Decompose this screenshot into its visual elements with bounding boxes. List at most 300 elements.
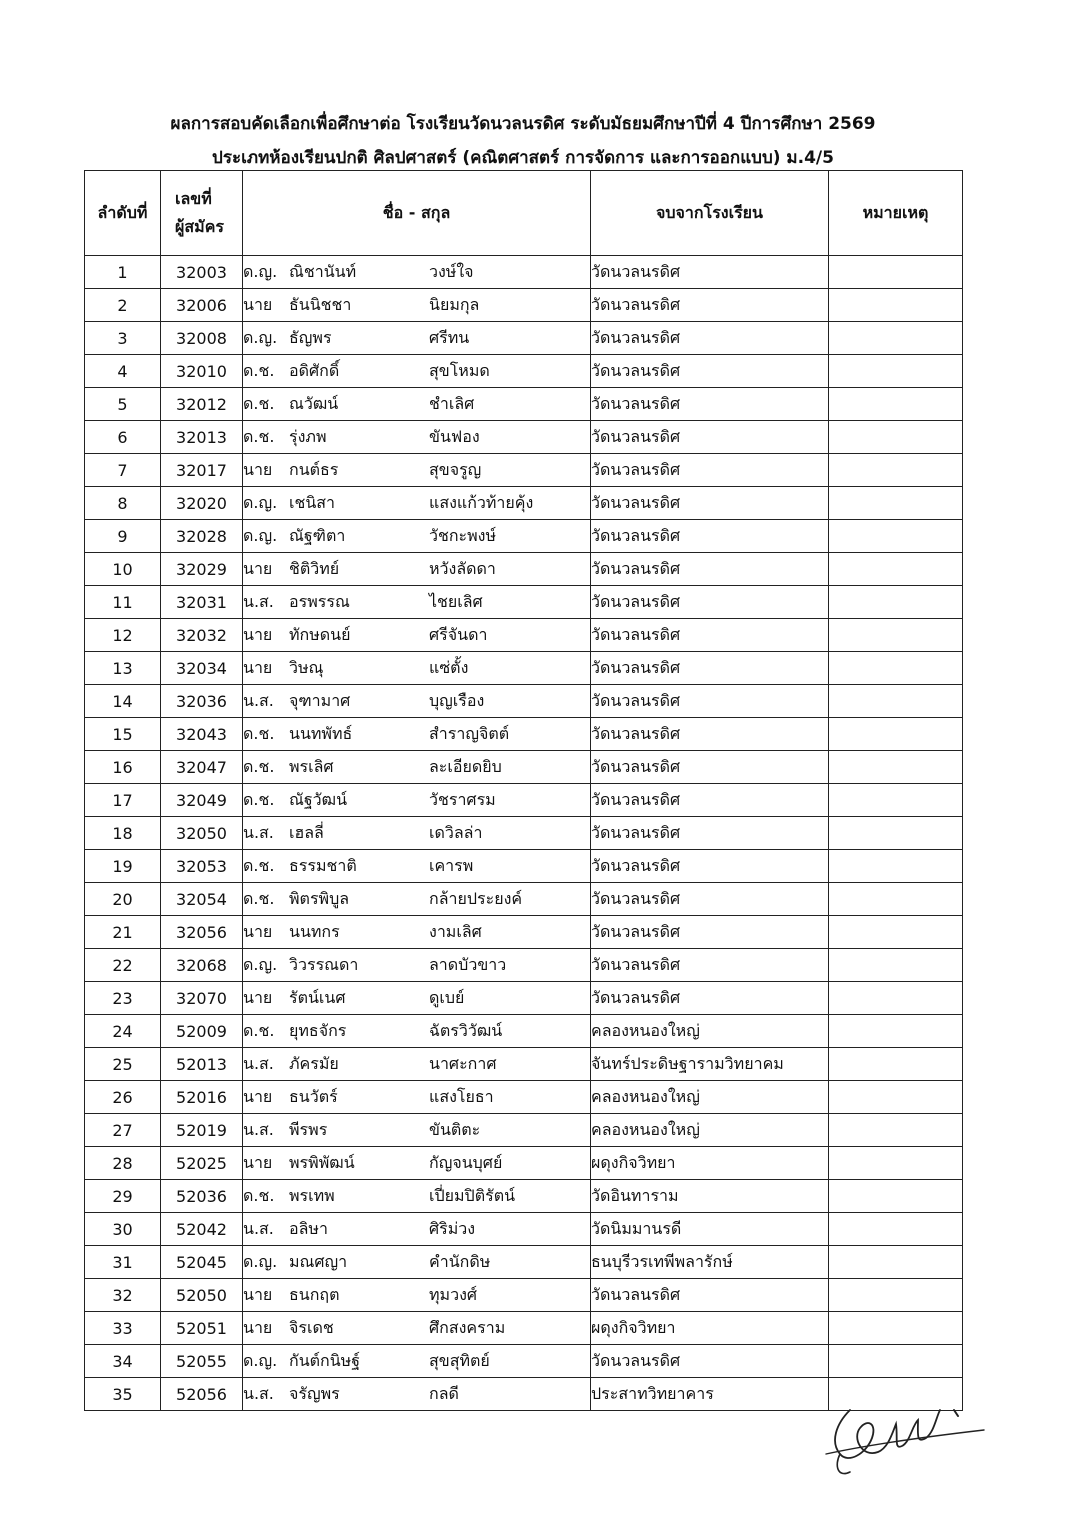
student-name — [243, 289, 591, 322]
previous-school: ผดุงกิจวิทยา — [591, 1312, 829, 1345]
first-name: วิวรรณดา — [289, 954, 359, 974]
table-row — [85, 982, 963, 1015]
student-name — [243, 256, 591, 289]
remark — [829, 1015, 963, 1048]
row-number: 35 — [85, 1378, 161, 1411]
first-name: กนต์ธร — [289, 459, 339, 479]
name-prefix: นาย — [243, 1086, 273, 1106]
remark — [829, 883, 963, 916]
applicant-number: 52009 — [161, 1015, 243, 1048]
table-row — [85, 619, 963, 652]
applicant-number: 32049 — [161, 784, 243, 817]
page-subtitle: ประเภทห้องเรียนปกติ ศิลปศาสตร์ (คณิตศาสตร์ การจัดการ และการออกแบบ) ม.4/5 — [212, 148, 834, 168]
signature-mark — [822, 1380, 992, 1490]
table-row — [85, 1279, 963, 1312]
table-row — [85, 421, 963, 454]
remark — [829, 652, 963, 685]
remark — [829, 289, 963, 322]
remark — [829, 388, 963, 421]
last-name: ละเอียดยิบ — [429, 756, 502, 776]
table-body — [85, 256, 963, 1411]
remark — [829, 586, 963, 619]
row-number: 6 — [85, 421, 161, 454]
applicant-number: 52036 — [161, 1180, 243, 1213]
row-number: 27 — [85, 1114, 161, 1147]
table-row — [85, 784, 963, 817]
first-name: ธรรมชาติ — [289, 855, 357, 875]
remark — [829, 1312, 963, 1345]
remark — [829, 916, 963, 949]
first-name: ทักษดนย์ — [289, 624, 351, 644]
row-number: 1 — [85, 256, 161, 289]
last-name: วงษ์ใจ — [429, 261, 474, 281]
row-number: 26 — [85, 1081, 161, 1114]
previous-school: วัดนวลนรดิศ — [591, 454, 829, 487]
previous-school: วัดอินทาราม — [591, 1180, 829, 1213]
table-header-row — [85, 171, 963, 256]
applicant-number: 32028 — [161, 520, 243, 553]
name-prefix: ด.ญ. — [243, 327, 278, 347]
row-number: 16 — [85, 751, 161, 784]
name-prefix: ด.ช. — [243, 789, 275, 809]
name-prefix: น.ส. — [243, 1053, 274, 1073]
name-prefix: นาย — [243, 921, 273, 941]
applicant-number: 32006 — [161, 289, 243, 322]
first-name: พิตรพิบูล — [289, 888, 350, 908]
header-applicant-line2: ผู้สมัคร — [175, 217, 224, 236]
last-name: ฉัตรวิวัฒน์ — [429, 1020, 503, 1040]
student-name — [243, 949, 591, 982]
row-number: 10 — [85, 553, 161, 586]
applicant-number: 32012 — [161, 388, 243, 421]
applicant-number: 32043 — [161, 718, 243, 751]
applicant-number: 52025 — [161, 1147, 243, 1180]
name-prefix: ด.ช. — [243, 723, 275, 743]
last-name: เปี่ยมปิติรัตน์ — [429, 1185, 516, 1205]
name-prefix: ด.ช. — [243, 393, 275, 413]
student-name — [243, 850, 591, 883]
name-prefix: ด.ช. — [243, 426, 275, 446]
last-name: ลาดบัวขาว — [429, 954, 507, 974]
row-number: 3 — [85, 322, 161, 355]
table-row — [85, 685, 963, 718]
row-number: 23 — [85, 982, 161, 1015]
student-name — [243, 718, 591, 751]
student-name — [243, 388, 591, 421]
previous-school: วัดนวลนรดิศ — [591, 586, 829, 619]
previous-school: จันทร์ประดิษฐารามวิทยาคม — [591, 1048, 829, 1081]
table-row — [85, 586, 963, 619]
name-prefix: น.ส. — [243, 1119, 274, 1139]
last-name: แซ่ตั้ง — [429, 657, 469, 677]
last-name: สุขจรูญ — [429, 459, 482, 479]
name-prefix: นาย — [243, 1284, 273, 1304]
first-name: นนทพัทธ์ — [289, 723, 353, 743]
first-name: อดิศักดิ์ — [289, 360, 340, 380]
student-name — [243, 751, 591, 784]
applicant-number: 52056 — [161, 1378, 243, 1411]
student-name — [243, 355, 591, 388]
previous-school: วัดนวลนรดิศ — [591, 751, 829, 784]
applicant-number: 52051 — [161, 1312, 243, 1345]
applicant-number: 52045 — [161, 1246, 243, 1279]
row-number: 24 — [85, 1015, 161, 1048]
row-number: 28 — [85, 1147, 161, 1180]
last-name: หวังลัดดา — [429, 558, 496, 578]
applicant-number: 32054 — [161, 883, 243, 916]
student-name — [243, 619, 591, 652]
table-row — [85, 850, 963, 883]
row-number: 32 — [85, 1279, 161, 1312]
header-school: จบจากโรงเรียน — [591, 171, 829, 256]
remark — [829, 1345, 963, 1378]
previous-school: วัดนวลนรดิศ — [591, 685, 829, 718]
row-number: 31 — [85, 1246, 161, 1279]
applicant-number: 52055 — [161, 1345, 243, 1378]
page-title: ผลการสอบคัดเลือกเพื่อศึกษาต่อ โรงเรียนวัดนวลนรดิศ ระดับมัธยมศึกษาปีที่ 4 ปีการศึกษา 2569 — [170, 114, 876, 134]
student-name — [243, 1378, 591, 1411]
remark — [829, 322, 963, 355]
applicant-number: 32010 — [161, 355, 243, 388]
last-name: ขันติตะ — [429, 1119, 481, 1139]
table-row — [85, 1312, 963, 1345]
last-name: ไชยเลิศ — [429, 591, 483, 611]
results-table — [84, 170, 963, 1411]
name-prefix: ด.ช. — [243, 1185, 275, 1205]
first-name: เชนิสา — [289, 492, 336, 512]
first-name: ชิติวิทย์ — [289, 558, 340, 578]
first-name: มณศญา — [289, 1251, 348, 1271]
student-name — [243, 784, 591, 817]
student-name — [243, 1081, 591, 1114]
student-name — [243, 817, 591, 850]
remark — [829, 1081, 963, 1114]
remark — [829, 1180, 963, 1213]
table-row — [85, 355, 963, 388]
table-row — [85, 1213, 963, 1246]
row-number: 17 — [85, 784, 161, 817]
previous-school: วัดนวลนรดิศ — [591, 1279, 829, 1312]
first-name: พรพิพัฒน์ — [289, 1152, 355, 1172]
table-row — [85, 883, 963, 916]
last-name: ทุมวงศ์ — [429, 1284, 478, 1304]
name-prefix: นาย — [243, 1317, 273, 1337]
row-number: 4 — [85, 355, 161, 388]
table-row — [85, 1048, 963, 1081]
last-name: ศรีจันดา — [429, 624, 488, 644]
previous-school: วัดนวลนรดิศ — [591, 487, 829, 520]
last-name: กล้ายประยงค์ — [429, 888, 523, 908]
applicant-number: 32034 — [161, 652, 243, 685]
student-name — [243, 1147, 591, 1180]
last-name: ศึกสงคราม — [429, 1317, 506, 1337]
remark — [829, 718, 963, 751]
name-prefix: นาย — [243, 294, 273, 314]
remark — [829, 850, 963, 883]
table-row — [85, 1246, 963, 1279]
row-number: 33 — [85, 1312, 161, 1345]
first-name: รัตน์เนศ — [289, 987, 346, 1007]
applicant-number: 32032 — [161, 619, 243, 652]
previous-school: วัดนวลนรดิศ — [591, 553, 829, 586]
student-name — [243, 652, 591, 685]
table-row — [85, 718, 963, 751]
first-name: ณัฐวัฒน์ — [289, 789, 348, 809]
previous-school: วัดนวลนรดิศ — [591, 1345, 829, 1378]
applicant-number: 52042 — [161, 1213, 243, 1246]
row-number: 25 — [85, 1048, 161, 1081]
last-name: วัชกะพงษ์ — [429, 525, 497, 545]
remark — [829, 817, 963, 850]
name-prefix: ด.ญ. — [243, 1350, 278, 1370]
remark — [829, 1114, 963, 1147]
last-name: สำราญจิตต์ — [429, 723, 510, 743]
table-row — [85, 520, 963, 553]
applicant-number: 32008 — [161, 322, 243, 355]
name-prefix: ด.ญ. — [243, 492, 278, 512]
first-name: อรพรรณ — [289, 591, 350, 611]
applicant-number: 32003 — [161, 256, 243, 289]
table-row — [85, 949, 963, 982]
name-prefix: ด.ช. — [243, 855, 275, 875]
first-name: พีรพร — [289, 1119, 328, 1139]
remark — [829, 355, 963, 388]
first-name: ณวัฒน์ — [289, 393, 339, 413]
student-name — [243, 685, 591, 718]
header-remark: หมายเหตุ — [829, 171, 963, 256]
row-number: 15 — [85, 718, 161, 751]
student-name — [243, 1015, 591, 1048]
name-prefix: นาย — [243, 657, 273, 677]
previous-school: วัดนวลนรดิศ — [591, 850, 829, 883]
last-name: วัชราศรม — [429, 789, 496, 809]
name-prefix: ด.ญ. — [243, 261, 278, 281]
table-row — [85, 751, 963, 784]
table-row — [85, 487, 963, 520]
name-prefix: น.ส. — [243, 822, 274, 842]
student-name — [243, 487, 591, 520]
name-prefix: น.ส. — [243, 690, 274, 710]
first-name: ณัฐฑิตา — [289, 525, 346, 545]
table-row — [85, 553, 963, 586]
row-number: 11 — [85, 586, 161, 619]
first-name: นนทกร — [289, 921, 340, 941]
last-name: ชำเลิศ — [429, 393, 475, 413]
applicant-number: 32017 — [161, 454, 243, 487]
header-applicant-no — [161, 171, 243, 256]
table-row — [85, 652, 963, 685]
previous-school: วัดนวลนรดิศ — [591, 817, 829, 850]
student-name — [243, 421, 591, 454]
previous-school: วัดนวลนรดิศ — [591, 421, 829, 454]
last-name: ขันฟอง — [429, 426, 480, 446]
first-name: ณิชานันท์ — [289, 261, 357, 281]
previous-school: วัดนวลนรดิศ — [591, 982, 829, 1015]
first-name: จิรเดช — [289, 1317, 334, 1337]
previous-school: ธนบุรีวรเทพีพลารักษ์ — [591, 1246, 829, 1279]
name-prefix: น.ส. — [243, 1383, 274, 1403]
last-name: ศรีทน — [429, 327, 470, 347]
last-name: แสงโยธา — [429, 1086, 494, 1106]
row-number: 12 — [85, 619, 161, 652]
name-prefix: น.ส. — [243, 591, 274, 611]
name-prefix: ด.ญ. — [243, 954, 278, 974]
row-number: 29 — [85, 1180, 161, 1213]
previous-school: ผดุงกิจวิทยา — [591, 1147, 829, 1180]
first-name: เฮลลี่ — [289, 822, 324, 842]
row-number: 22 — [85, 949, 161, 982]
student-name — [243, 982, 591, 1015]
table-row — [85, 256, 963, 289]
applicant-number: 52016 — [161, 1081, 243, 1114]
student-name — [243, 553, 591, 586]
row-number: 2 — [85, 289, 161, 322]
student-name — [243, 1180, 591, 1213]
applicant-number: 32031 — [161, 586, 243, 619]
previous-school: คลองหนองใหญ่ — [591, 1081, 829, 1114]
table-row — [85, 1147, 963, 1180]
remark — [829, 619, 963, 652]
remark — [829, 1147, 963, 1180]
name-prefix: น.ส. — [243, 1218, 274, 1238]
last-name: สุขสุทิตย์ — [429, 1350, 490, 1370]
table-row — [85, 1114, 963, 1147]
first-name: ยุทธจักร — [289, 1020, 347, 1040]
name-prefix: นาย — [243, 558, 273, 578]
first-name: ธนกฤต — [289, 1284, 340, 1304]
previous-school: วัดนวลนรดิศ — [591, 388, 829, 421]
row-number: 21 — [85, 916, 161, 949]
previous-school: วัดนวลนรดิศ — [591, 916, 829, 949]
last-name: กลดี — [429, 1383, 459, 1403]
student-name — [243, 1312, 591, 1345]
previous-school: วัดนวลนรดิศ — [591, 652, 829, 685]
name-prefix: นาย — [243, 624, 273, 644]
student-name — [243, 1246, 591, 1279]
header-applicant-line1: เลขที่ — [175, 189, 212, 208]
previous-school: วัดนวลนรดิศ — [591, 256, 829, 289]
table-row — [85, 916, 963, 949]
first-name: จรัญพร — [289, 1383, 340, 1403]
previous-school: คลองหนองใหญ่ — [591, 1015, 829, 1048]
remark — [829, 520, 963, 553]
table-row — [85, 289, 963, 322]
row-number: 13 — [85, 652, 161, 685]
applicant-number: 32013 — [161, 421, 243, 454]
table-row — [85, 1345, 963, 1378]
applicant-number: 32053 — [161, 850, 243, 883]
previous-school: วัดนวลนรดิศ — [591, 883, 829, 916]
table-row — [85, 1180, 963, 1213]
remark — [829, 1048, 963, 1081]
last-name: กัญจนบุศย์ — [429, 1152, 503, 1172]
applicant-number: 32020 — [161, 487, 243, 520]
student-name — [243, 1213, 591, 1246]
row-number: 14 — [85, 685, 161, 718]
last-name: บุญเรือง — [429, 690, 485, 710]
previous-school: ประสาทวิทยาคาร — [591, 1378, 829, 1411]
last-name: นาศะกาศ — [429, 1053, 497, 1073]
previous-school: วัดนวลนรดิศ — [591, 784, 829, 817]
first-name: พรเลิศ — [289, 756, 334, 776]
first-name: ธัญพร — [289, 327, 332, 347]
remark — [829, 982, 963, 1015]
applicant-number: 32070 — [161, 982, 243, 1015]
previous-school: วัดนวลนรดิศ — [591, 949, 829, 982]
student-name — [243, 916, 591, 949]
name-prefix: ด.ญ. — [243, 1251, 278, 1271]
student-name — [243, 1114, 591, 1147]
applicant-number: 32036 — [161, 685, 243, 718]
student-name — [243, 1345, 591, 1378]
table-row — [85, 1081, 963, 1114]
first-name: กันต์กนิษฐ์ — [289, 1350, 361, 1370]
table-row — [85, 817, 963, 850]
first-name: ธันนิชชา — [289, 294, 352, 314]
remark — [829, 421, 963, 454]
table-row — [85, 322, 963, 355]
applicant-number: 52013 — [161, 1048, 243, 1081]
row-number: 30 — [85, 1213, 161, 1246]
last-name: เคารพ — [429, 855, 474, 875]
last-name: ดูเบย์ — [429, 987, 465, 1007]
table-row — [85, 388, 963, 421]
row-number: 18 — [85, 817, 161, 850]
first-name: พรเทพ — [289, 1185, 335, 1205]
student-name — [243, 454, 591, 487]
header-name: ชื่อ - สกุล — [243, 171, 591, 256]
first-name: ภัครมัย — [289, 1053, 339, 1073]
previous-school: วัดนวลนรดิศ — [591, 322, 829, 355]
first-name: วิษณุ — [289, 657, 324, 677]
previous-school: คลองหนองใหญ่ — [591, 1114, 829, 1147]
student-name — [243, 1279, 591, 1312]
previous-school: วัดนิมมานรดี — [591, 1213, 829, 1246]
last-name: เดวิลล่า — [429, 822, 483, 842]
first-name: อลิษา — [289, 1218, 328, 1238]
last-name: แสงแก้วท้ายคุ้ง — [429, 492, 534, 512]
name-prefix: ด.ช. — [243, 756, 275, 776]
name-prefix: ด.ญ. — [243, 525, 278, 545]
student-name — [243, 883, 591, 916]
name-prefix: ด.ช. — [243, 888, 275, 908]
row-number: 20 — [85, 883, 161, 916]
remark — [829, 454, 963, 487]
header-no: ลำดับที่ — [85, 171, 161, 256]
row-number: 5 — [85, 388, 161, 421]
name-prefix: นาย — [243, 987, 273, 1007]
remark — [829, 553, 963, 586]
remark — [829, 685, 963, 718]
remark — [829, 1279, 963, 1312]
previous-school: วัดนวลนรดิศ — [591, 289, 829, 322]
remark — [829, 784, 963, 817]
student-name — [243, 586, 591, 619]
name-prefix: ด.ช. — [243, 1020, 275, 1040]
applicant-number: 32068 — [161, 949, 243, 982]
remark — [829, 256, 963, 289]
student-name — [243, 322, 591, 355]
row-number: 9 — [85, 520, 161, 553]
row-number: 19 — [85, 850, 161, 883]
remark — [829, 751, 963, 784]
applicant-number: 32029 — [161, 553, 243, 586]
student-name — [243, 1048, 591, 1081]
first-name: รุ่งภพ — [289, 426, 327, 446]
table-row — [85, 1015, 963, 1048]
previous-school: วัดนวลนรดิศ — [591, 355, 829, 388]
remark — [829, 949, 963, 982]
